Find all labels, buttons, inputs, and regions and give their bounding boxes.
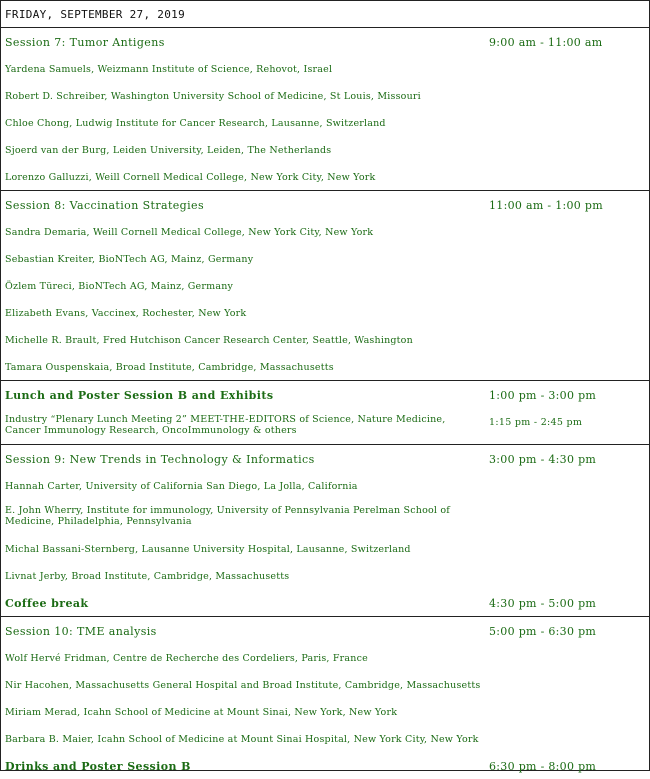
speaker-entry: Hannah Carter, University of California San Diego, La Jolla, California [5, 481, 358, 492]
session-header [1, 191, 649, 218]
speaker-entry: Barbara B. Maier, Icahn School of Medicine at Mount Sinai Hospital, New York City, New York [5, 734, 479, 745]
break-title: Drinks and Poster Session B [5, 760, 191, 773]
session-time: 5:00 pm - 6:30 pm [489, 625, 597, 638]
speaker-entry: Lorenzo Galluzzi, Weill Cornell Medical College, New York City, New York [5, 172, 376, 183]
session-time: 9:00 am - 11:00 am [489, 36, 603, 49]
speaker-entry: Tamara Ouspenskaia, Broad Institute, Cambridge, Massachusetts [5, 362, 334, 373]
session-header [1, 617, 649, 644]
session-block [1, 28, 649, 191]
session-title: Session 7: Tumor Antigens [5, 36, 165, 49]
session-block [1, 191, 649, 381]
session-time: 1:00 pm - 3:00 pm [489, 389, 597, 402]
speaker-entry: Michelle R. Brault, Fred Hutchison Cancer Research Center, Seattle, Washington [5, 335, 413, 346]
speaker-entry: Nir Hacohen, Massachusetts General Hospital and Broad Institute, Cambridge, Massachusetts [5, 680, 481, 691]
break-time: 6:30 pm - 8:00 pm [489, 760, 597, 773]
speaker-entry: Miriam Merad, Icahn School of Medicine at Mount Sinai, New York, New York [5, 707, 398, 718]
session-title: Lunch and Poster Session B and Exhibits [5, 389, 274, 402]
session-title: Session 9: New Trends in Technology & Informatics [5, 453, 315, 466]
speaker-entry: Elizabeth Evans, Vaccinex, Rochester, New York [5, 308, 247, 319]
speaker-entry: Sjoerd van der Burg, Leiden University, Leiden, The Netherlands [5, 145, 332, 156]
session-time: 3:00 pm - 4:30 pm [489, 453, 597, 466]
session-time: 11:00 am - 1:00 pm [489, 199, 603, 212]
lunch-block [1, 381, 649, 445]
speaker-entry: Sebastian Kreiter, BioNTech AG, Mainz, Germany [5, 254, 254, 265]
lunch-meeting-row [1, 408, 649, 444]
speaker-entry: Wolf Hervé Fridman, Centre de Recherche des Cordeliers, Paris, France [5, 653, 368, 664]
session-header [1, 28, 649, 55]
break-row [1, 589, 649, 616]
session-header [1, 445, 649, 472]
speaker-entry: Michal Bassani-Sternberg, Lausanne University Hospital, Lausanne, Switzerland [5, 544, 411, 555]
lunch-meeting-time: 1:15 pm - 2:45 pm [489, 417, 583, 428]
session-header [1, 381, 649, 408]
speaker-entry: Chloe Chong, Ludwig Institute for Cancer Research, Lausanne, Switzerland [5, 118, 386, 129]
session-block [1, 445, 649, 617]
break-row [1, 752, 649, 779]
session-title: Session 8: Vaccination Strategies [5, 199, 204, 212]
session-title: Session 10: TME analysis [5, 625, 157, 638]
speaker-entry: Özlem Türeci, BioNTech AG, Mainz, Germany [5, 281, 234, 292]
speaker-entry: Robert D. Schreiber, Washington University School of Medicine, St Louis, Missouri [5, 91, 421, 102]
break-time: 4:30 pm - 5:00 pm [489, 597, 597, 610]
break-title: Coffee break [5, 597, 89, 610]
lunch-meeting-text: Industry “Plenary Lunch Meeting 2” MEET-THE-EDITORS of Science, Nature Medicine, Cancer Immunology Research, OncoImmunology & others [5, 414, 446, 436]
speaker-entry: Livnat Jerby, Broad Institute, Cambridge, Massachusetts [5, 571, 290, 582]
speaker-entry: Sandra Demaria, Weill Cornell Medical College, New York City, New York [5, 227, 374, 238]
speaker-entry: E. John Wherry, Institute for immunology, University of Pennsylvania Perelman School of Medicine, Philadelphia, Pennsylvania [5, 505, 451, 527]
day-header: FRIDAY, SEPTEMBER 27, 2019 [1, 1, 649, 28]
speaker-entry: Yardena Samuels, Weizmann Institute of Science, Rehovot, Israel [5, 64, 333, 75]
session-block [1, 617, 649, 779]
